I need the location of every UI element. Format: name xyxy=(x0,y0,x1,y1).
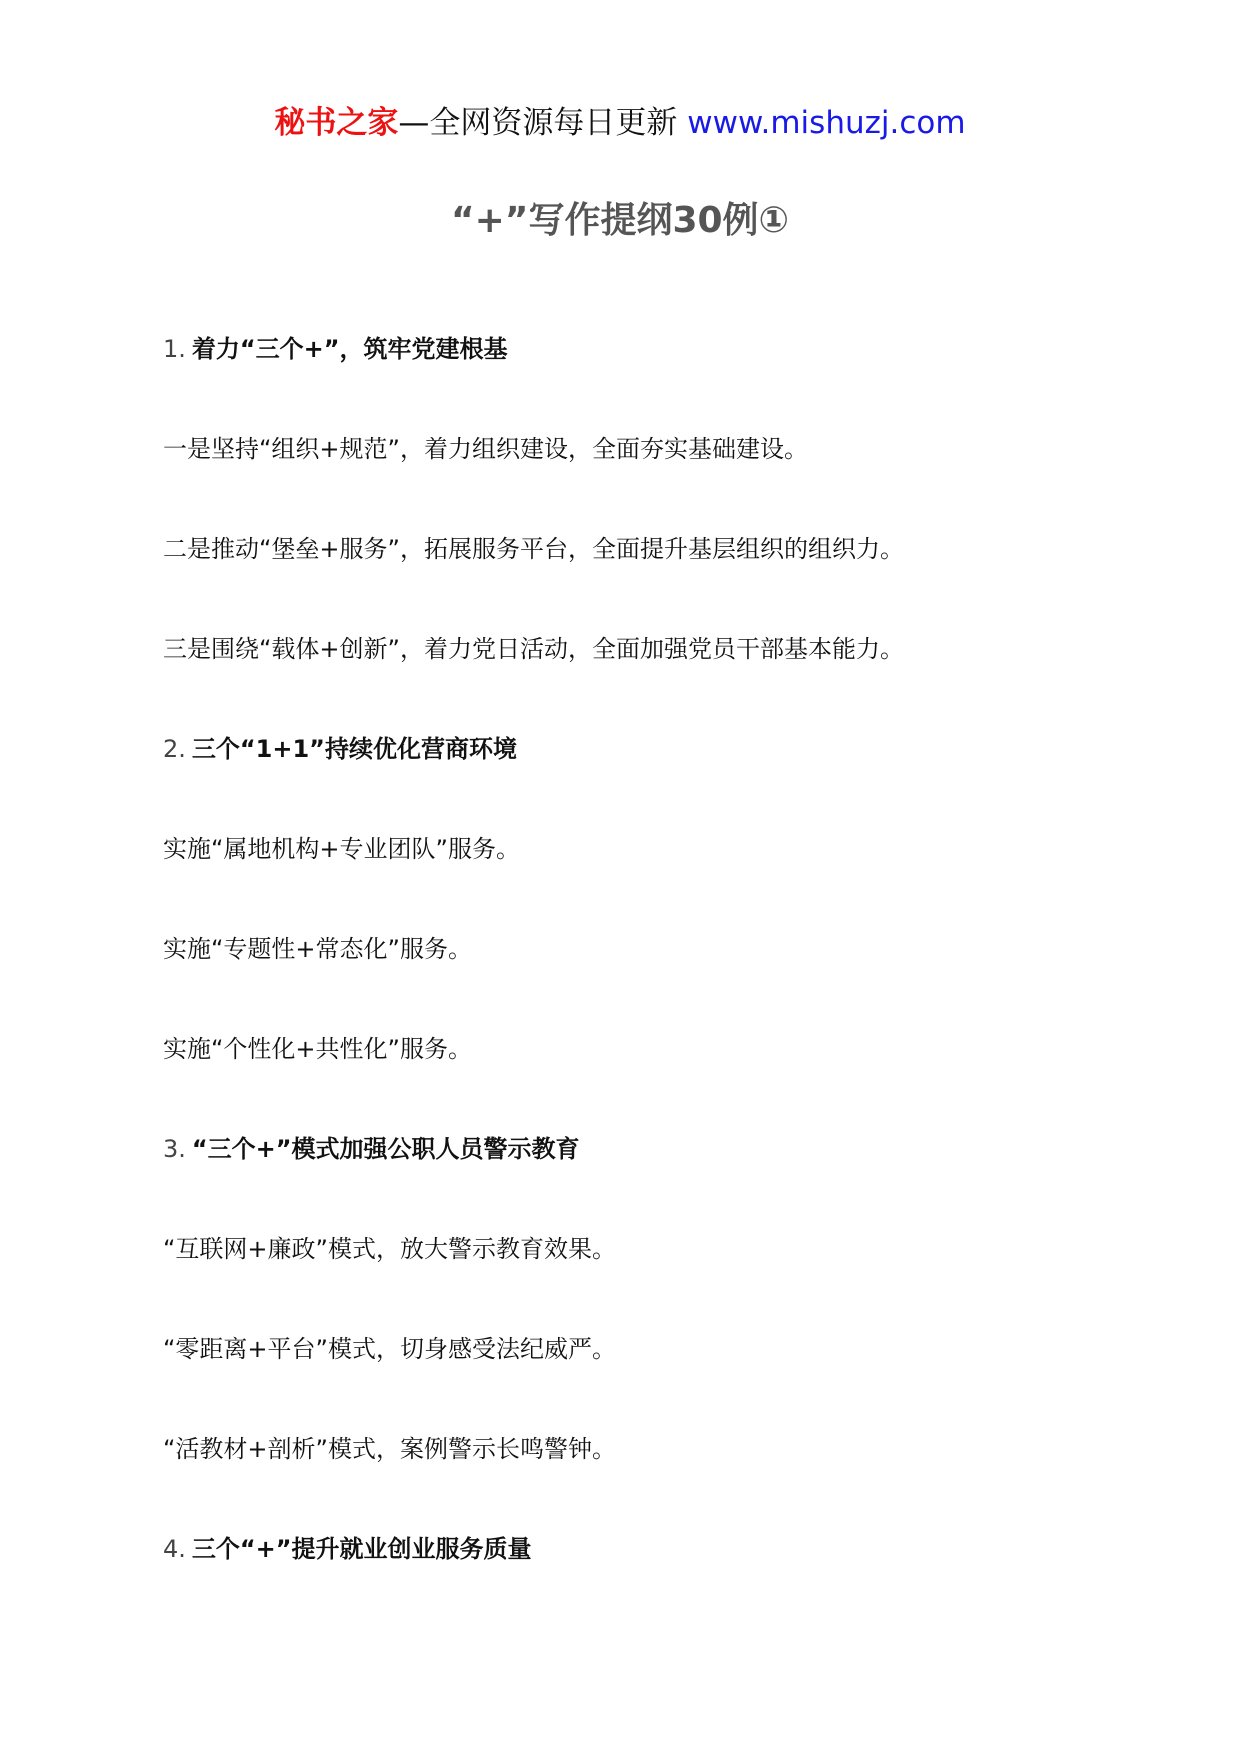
section-heading xyxy=(163,1131,1123,1167)
section-number: 4. xyxy=(163,1535,186,1563)
section-heading-text: 三个“1+1”持续优化营商环境 xyxy=(191,735,517,763)
brand-name: 秘书之家 xyxy=(274,105,399,141)
section-heading xyxy=(163,731,1123,767)
section-number: 1. xyxy=(163,335,186,363)
section-number: 3. xyxy=(163,1135,186,1163)
section-item: “活教材+剖析”模式，案例警示长鸣警钟。 xyxy=(163,1435,616,1463)
section-item: 实施“专题性+常态化”服务。 xyxy=(163,935,472,963)
section-item: “零距离+平台”模式，切身感受法纪威严。 xyxy=(163,1335,616,1363)
site-url-link[interactable]: www.mishuzj.com xyxy=(687,105,966,141)
section-heading-text: 三个“+”提升就业创业服务质量 xyxy=(191,1535,532,1563)
document-title: “+”写作提纲30例① xyxy=(450,200,790,241)
site-header xyxy=(0,100,1240,146)
section-heading xyxy=(163,1531,1123,1567)
section-heading xyxy=(163,331,1123,367)
section-heading-text: “三个+”模式加强公职人员警示教育 xyxy=(191,1135,580,1163)
section-item: 实施“属地机构+专业团队”服务。 xyxy=(163,835,520,863)
header-tagline: —全网资源每日更新 xyxy=(398,105,678,141)
section-item: 一是坚持“组织+规范”，着力组织建设，全面夯实基础建设。 xyxy=(163,435,808,463)
section-heading-text: 着力“三个+”，筑牢党建根基 xyxy=(191,335,508,363)
section-item: “互联网+廉政”模式，放大警示教育效果。 xyxy=(163,1235,616,1263)
section-number: 2. xyxy=(163,735,186,763)
section-item: 实施“个性化+共性化”服务。 xyxy=(163,1035,472,1063)
section-item: 三是围绕“载体+创新”，着力党日活动，全面加强党员干部基本能力。 xyxy=(163,635,904,663)
section-item: 二是推动“堡垒+服务”，拓展服务平台，全面提升基层组织的组织力。 xyxy=(163,535,904,563)
